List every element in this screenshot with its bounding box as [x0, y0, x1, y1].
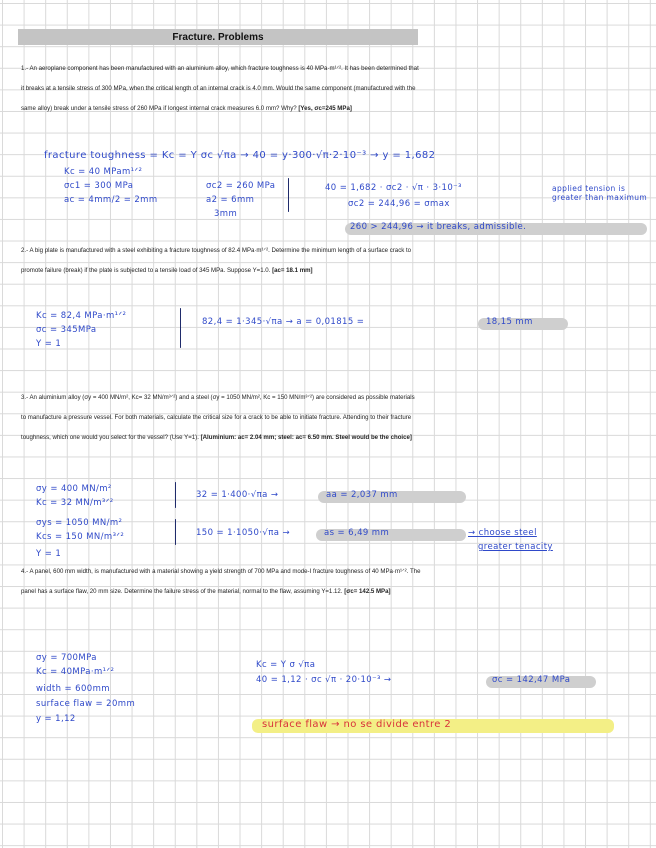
hw-p3-eq2: 150 = 1·1050·√πa → [196, 528, 290, 538]
problem-1-text: 1.- An aeroplane component has been manufactured with an aluminium alloy, which fracture toughness is 40 MPa·m¹ᐟ². It has been determined that it breaks at a tensile stress of 300 MPa, when the critical length of an internal crack is 4.0 mm. Would the same component (manufactured with the same alloy) break under a tensile stress of 260 MPa if longest internal crack measures 6.0 mm? Why? [21, 65, 419, 112]
hw-p4-eq1: Kc = Y σ √πa [256, 660, 316, 670]
hw-p2-line4: 82,4 = 1·345·√πa → a = 0,01815 = [202, 317, 365, 327]
hw-p1-line8: σc2 = 244,96 = σmax [348, 199, 450, 209]
problem-1-answer: [Yes, σc=245 MPa] [298, 104, 352, 112]
hw-p3-line2: Kc = 32 MN/m³ᐟ² [36, 498, 114, 508]
hw-p1-line6b: 3mm [214, 209, 238, 219]
hw-p2-line3: Y = 1 [36, 339, 62, 349]
problem-2 [21, 241, 421, 281]
hw-p3-line4: Kcs = 150 MN/m³ᐟ² [36, 532, 125, 542]
problem-4-text: 4.- A panel, 600 mm width, is manufactured with a material showing a yield strength of 700 MPa and mode-I fracture toughness of 40 MPa·m¹ᐟ². The panel has a surface flaw, 20 mm size. Determine the failure stress of the material, normal to the flaw, assuming Y=1.12. [21, 568, 421, 595]
hw-p3-line5: Y = 1 [36, 549, 62, 559]
hw-p3-choice: → choose steel [468, 528, 537, 538]
problem-4-answer: [σc= 142.5 MPa] [344, 587, 391, 595]
hw-p4-note: surface flaw → no se divide entre 2 [262, 719, 452, 730]
hw-p3-line1: σy = 400 MN/m² [36, 484, 112, 494]
hw-p1-line7: 40 = 1,682 · σc2 · √π · 3·10⁻³ [325, 183, 462, 193]
hw-p4-line4: surface flaw = 20mm [36, 699, 136, 709]
hw-p1-line4: ac = 4mm/2 = 2mm [64, 195, 158, 205]
hw-p2-line1: Kc = 82,4 MPa·m¹ᐟ² [36, 311, 127, 321]
hw-p4-line2: Kc = 40MPa·m¹ᐟ² [36, 667, 115, 677]
problem-3 [21, 388, 421, 447]
hw-p1-line6: a2 = 6mm [206, 195, 255, 205]
problem-2-text: 2.- A big plate is manufactured with a steel exhibiting a fracture toughness of 82.4 MPa·m¹ᐟ². Determine the minimum length of a surface crack to promote failure (break) if the plate is subjected to a tensile load of 345 MPa. Suppose Y=1.0. [21, 247, 412, 274]
hw-p3-eq1: 32 = 1·400·√πa → [196, 490, 279, 500]
problem-3-text: 3.- An aluminium alloy (σy = 400 MN/m², Kc= 32 MN/m³ᐟ²) and a steel (σy = 1050 MN/m², Kc = 150 MN/m³ᐟ²) are considered as possible materials to manufacture a pressure vessel. For both materials, calculate the critical size for a crack to be able to initiate fracture. Attending to their fracture toughness, which one would you select for the vessel? (Use Y=1). [21, 394, 415, 441]
hw-p3-answer2: as = 6,49 mm [324, 528, 390, 538]
page-title: Fracture. Problems [18, 29, 418, 45]
hw-p1-line3: σc1 = 300 MPa [64, 181, 134, 191]
problem-1 [21, 59, 421, 118]
hw-p4-line3: width = 600mm [36, 684, 110, 694]
hw-p1-line1: fracture toughness = Kc = Y σc √πa → 40 = y·300·√π·2·10⁻³ → y = 1,682 [44, 150, 436, 161]
hw-p3-line3: σys = 1050 MN/m² [36, 518, 123, 528]
brace [180, 308, 181, 348]
hw-p1-line5: σc2 = 260 MPa [206, 181, 276, 191]
brace [288, 178, 289, 212]
problem-3-answer: [Aluminium: ac= 2.04 mm; steel: ac= 6.50 mm. Steel would be the choice] [200, 433, 412, 441]
hw-p2-line2: σc = 345MPa [36, 325, 97, 335]
hw-p1-line2: Kc = 40 MPam¹ᐟ² [64, 167, 143, 177]
hw-p1-line9: 260 > 244,96 → it breaks, admissible. [350, 222, 527, 232]
hw-p3-answer1: aa = 2,037 mm [326, 490, 398, 500]
brace [175, 482, 176, 508]
hw-p4-answer: σc = 142,47 MPa [492, 675, 571, 685]
hw-p2-answer: 18,15 mm [486, 317, 533, 327]
problem-2-answer: [ac= 18.1 mm] [272, 266, 313, 274]
hw-p4-line1: σy = 700MPa [36, 653, 97, 663]
hw-p4-line5: y = 1,12 [36, 714, 76, 724]
brace [175, 519, 176, 545]
hw-p4-eq2: 40 = 1,12 · σc √π · 20·10⁻³ → [256, 675, 392, 685]
problem-4 [21, 562, 421, 602]
hw-p1-note: applied tension is greater than maximum [552, 184, 648, 202]
hw-p3-reason: greater tenacity [478, 542, 553, 552]
